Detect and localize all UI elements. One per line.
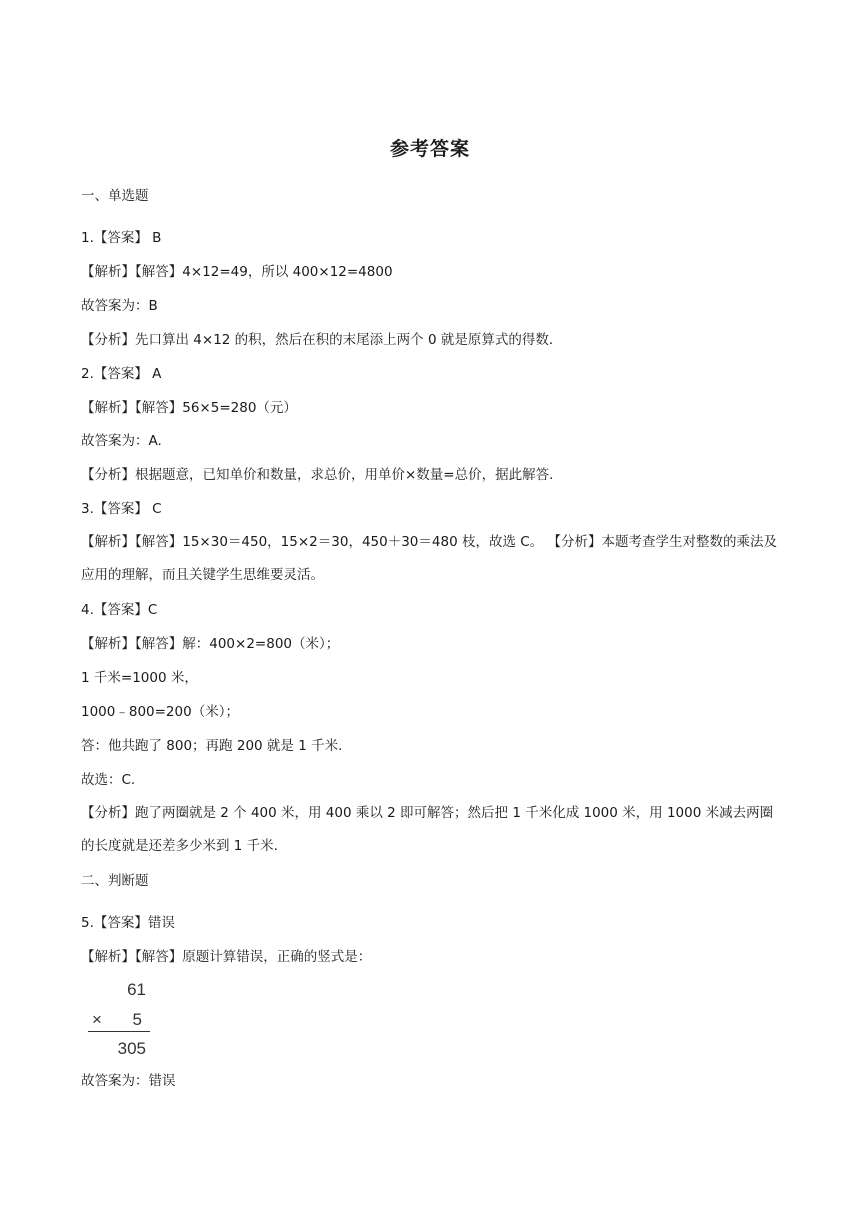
q4-reply: 答：他共跑了 800；再跑 200 就是 1 千米. xyxy=(81,738,343,754)
q5-result: 故答案为：错误 xyxy=(81,1073,176,1089)
q4-step2: 1000﹣800=200（米）； xyxy=(81,704,239,720)
section-heading-judgement: 二、判断题 xyxy=(81,873,149,889)
calc-rule-line xyxy=(88,1031,150,1032)
q1-answer: 1.【答案】 B xyxy=(81,230,162,246)
q2-result: 故答案为：A. xyxy=(81,433,162,449)
vertical-multiplication xyxy=(86,978,150,1064)
calc-product: 305 xyxy=(117,1039,146,1058)
q4-step1: 1 千米=1000 米， xyxy=(81,670,198,686)
calc-operator: × xyxy=(92,1010,102,1029)
q3-analysis: 【解析】【解答】15×30＝450，15×2＝30，450＋30＝480 枝，故选 C。 【分析】本题考查学生对整数的乘法及应用的理解，而且关键学生思维要灵活。 xyxy=(81,534,777,583)
q1-note: 【分析】先口算出 4×12 的积，然后在积的末尾添上两个 0 就是原算式的得数. xyxy=(81,332,554,348)
calc-multiplier: 5 xyxy=(132,1010,142,1029)
q3-answer: 3.【答案】 C xyxy=(81,501,162,517)
section-heading-single-choice: 一、单选题 xyxy=(81,188,149,204)
q5-answer: 5.【答案】错误 xyxy=(81,915,175,931)
q4-note: 【分析】跑了两圈就是 2 个 400 米，用 400 乘以 2 即可解答；然后把 1 千米化成 1000 米，用 1000 米减去两圈的长度就是还差多少米到 1 千米. xyxy=(81,805,774,854)
q2-answer: 2.【答案】 A xyxy=(81,366,162,382)
q1-analysis: 【解析】【解答】4×12=49，所以 400×12=4800 xyxy=(81,264,393,280)
calc-top-number: 61 xyxy=(127,980,146,999)
q4-result: 故选：C. xyxy=(81,772,136,788)
q2-analysis: 【解析】【解答】56×5=280（元） xyxy=(81,400,297,416)
q4-answer: 4.【答案】C xyxy=(81,602,158,618)
q2-note: 【分析】根据题意，已知单价和数量，求总价，用单价×数量=总价，据此解答. xyxy=(81,467,554,483)
q4-analysis: 【解析】【解答】解：400×2=800（米）； xyxy=(81,636,340,652)
q1-result: 故答案为：B xyxy=(81,298,158,314)
q5-analysis: 【解析】【解答】原题计算错误，正确的竖式是： xyxy=(81,949,372,965)
page-title: 参考答案 xyxy=(389,138,470,160)
